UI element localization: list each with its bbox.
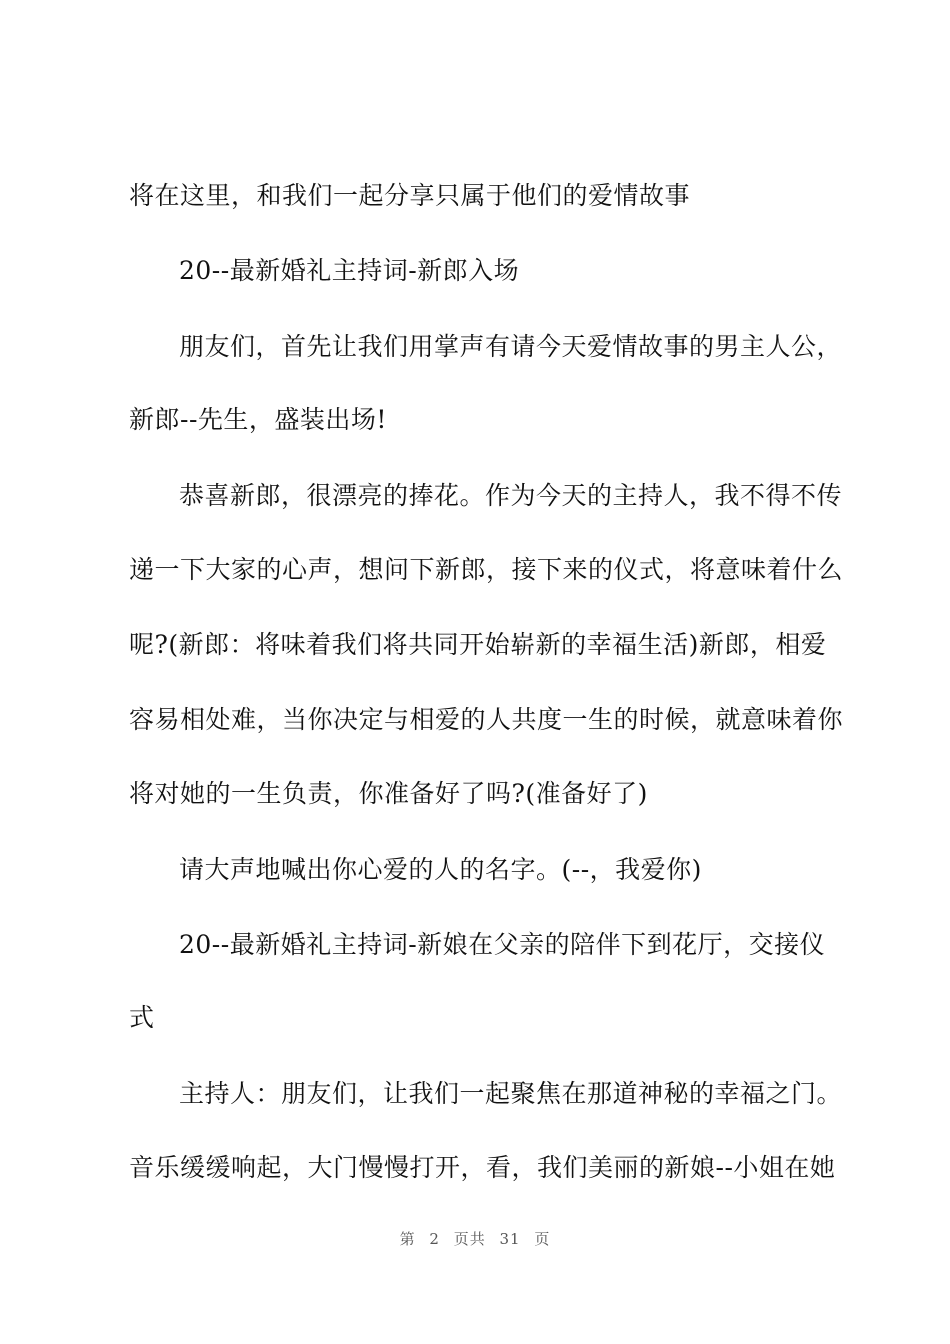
text-line-12: 式 bbox=[129, 1003, 155, 1032]
text-line-10: 请大声地喊出你心爱的人的名字。(--，我爱你) bbox=[179, 855, 702, 884]
section-heading-groom-entrance: 20--最新婚礼主持词-新郎入场 bbox=[179, 256, 520, 285]
text-line-8: 容易相处难，当你决定与相爱的人共度一生的时候，就意味着你 bbox=[129, 705, 844, 734]
section-heading-bride-entrance: 20--最新婚礼主持词-新娘在父亲的陪伴下到花厅，交接仪 bbox=[179, 930, 826, 959]
text-line-6: 递一下大家的心声，想问下新郎，接下来的仪式，将意味着什么 bbox=[129, 555, 844, 584]
text-line-1: 将在这里，和我们一起分享只属于他们的爱情故事 bbox=[129, 181, 691, 210]
text-line-5: 恭喜新郎，很漂亮的捧花。作为今天的主持人，我不得不传 bbox=[179, 481, 843, 510]
text-line-3: 朋友们，首先让我们用掌声有请今天爱情故事的男主人公， bbox=[179, 332, 843, 361]
text-line-9: 将对她的一生负责，你准备好了吗?(准备好了) bbox=[129, 779, 648, 808]
text-line-14: 音乐缓缓响起，大门慢慢打开，看，我们美丽的新娘--小姐在她 bbox=[129, 1153, 836, 1182]
text-line-4: 新郎--先生，盛装出场! bbox=[129, 405, 387, 434]
text-line-13: 主持人：朋友们，让我们一起聚焦在那道神秘的幸福之门。 bbox=[179, 1079, 843, 1108]
page-number-footer: 第 2 页共 31 页 bbox=[399, 1230, 551, 1248]
text-line-7: 呢?(新郎：将味着我们将共同开始崭新的幸福生活)新郎，相爱 bbox=[129, 630, 827, 659]
